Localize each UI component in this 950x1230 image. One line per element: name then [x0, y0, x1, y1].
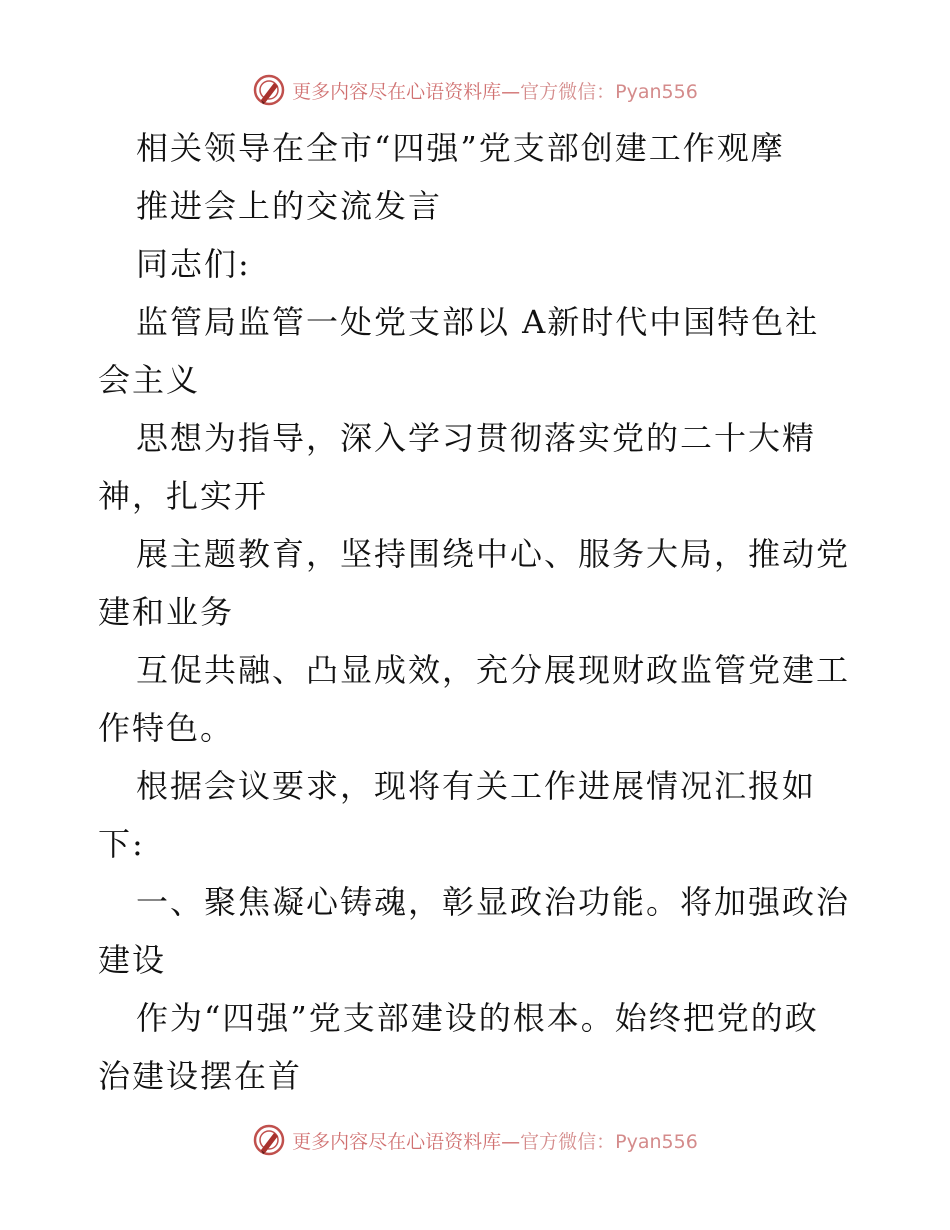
text-line: 会主义 [98, 361, 201, 399]
text-line: 展主题教育，坚持围绕中心、服务大局，推动党 [136, 535, 851, 573]
text-line: 互促共融、凸显成效，充分展现财政监管党建工 [136, 651, 851, 689]
title-line-2: 推进会上的交流发言 [136, 187, 443, 225]
text-line: 治建设摆在首 [98, 1057, 303, 1095]
text-line: 神，扎实开 [98, 477, 269, 515]
text-line: 思想为指导，深入学习贯彻落实党的二十大精 [136, 419, 817, 457]
watermark-banner-top [0, 70, 950, 110]
text-line: 作为“四强”党支部建设的根本。始终把党的政 [136, 999, 819, 1037]
watermark-text: 更多内容尽在心语资料库—官方微信：Pyan556 [292, 80, 698, 103]
watermark-banner-bottom [0, 1120, 950, 1160]
text-line: 下: [98, 825, 145, 863]
text-line: 监管局监管一处党支部以 A新时代中国特色社 [136, 303, 820, 341]
pen-logo-icon [252, 73, 286, 107]
salutation: 同志们: [136, 245, 251, 283]
text-line: 根据会议要求，现将有关工作进展情况汇报如 [136, 767, 817, 805]
text-line: 建和业务 [98, 593, 235, 631]
section-heading-line: 一、聚焦凝心铸魂，彰显政治功能。将加强政治 [136, 883, 851, 921]
watermark-text: 更多内容尽在心语资料库—官方微信：Pyan556 [292, 1130, 698, 1153]
pen-logo-icon [252, 1123, 286, 1157]
title-line-1: 相关领导在全市“四强”党支部创建工作观摩 [136, 129, 785, 167]
text-line: 建设 [98, 941, 167, 979]
text-line: 作特色。 [98, 709, 235, 747]
